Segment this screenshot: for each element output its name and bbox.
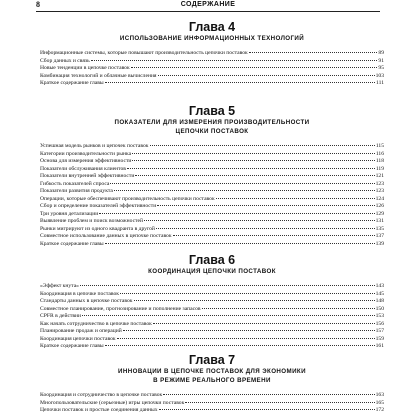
dot-leader xyxy=(249,52,378,53)
toc-entry xyxy=(40,50,384,58)
toc-entry-title: Цепочки поставок и простые соединения данных xyxy=(40,407,158,413)
toc-entry-page: 163 xyxy=(375,392,384,398)
chapter-6 xyxy=(40,253,384,351)
toc-entry xyxy=(40,218,384,226)
toc-entry-page: 148 xyxy=(375,298,384,304)
toc-entry-page: 131 xyxy=(375,218,384,224)
toc-entry-title: Категории производительности рынка xyxy=(40,150,132,157)
toc-entry-page: 135 xyxy=(375,225,384,232)
toc-entry xyxy=(40,188,384,196)
toc-entry xyxy=(40,241,384,249)
toc-entry-page: 91 xyxy=(378,57,384,64)
toc-entry-page: 159 xyxy=(375,335,384,342)
toc-entry xyxy=(40,313,384,321)
toc-entry-page: 121 xyxy=(375,173,384,179)
chapter-title xyxy=(40,367,384,385)
toc-entries xyxy=(40,50,384,88)
dot-leader xyxy=(117,338,375,339)
toc-entry-title: Основа для измерения эффективности xyxy=(40,158,132,164)
dot-leader xyxy=(91,60,378,61)
toc-entry-title: Краткое содержание главы xyxy=(40,80,104,86)
toc-entry-title: Координация и сотрудничество в цепочке поставок xyxy=(40,392,163,398)
dot-leader xyxy=(158,75,375,76)
toc-entry xyxy=(40,298,384,306)
dot-leader xyxy=(82,315,375,316)
toc-entry-title: Планирование продаж и операций xyxy=(40,328,122,334)
dot-leader xyxy=(216,198,375,199)
dot-leader xyxy=(159,409,375,410)
chapter-title-line: КООРДИНАЦИЯ ЦЕПОЧКИ ПОСТАВОК xyxy=(148,268,276,275)
toc-entry xyxy=(40,211,384,219)
toc-entry-title: Показатели внутренней эффективности xyxy=(40,173,135,179)
toc-entries xyxy=(40,283,384,351)
dot-leader xyxy=(99,213,374,214)
toc-entry-page: 150 xyxy=(375,305,384,312)
page-number: 8 xyxy=(36,0,40,9)
toc-entry-title: Успешная модель рынков и цепочек поставок xyxy=(40,143,149,149)
toc-entry-title: CPFR в действии xyxy=(40,313,81,319)
toc-entry-page: 124 xyxy=(375,195,384,202)
toc-entry-page: 111 xyxy=(376,80,384,86)
chapter-number: Глава 7 xyxy=(188,353,236,367)
dot-leader xyxy=(173,235,375,236)
dot-leader xyxy=(135,175,374,176)
dot-leader xyxy=(150,145,375,146)
toc-entry-page: 137 xyxy=(375,233,384,239)
toc-entry-title: Краткое содержание главы xyxy=(40,240,104,247)
toc-entry xyxy=(40,73,384,81)
dot-leader xyxy=(144,220,375,221)
toc-entry xyxy=(40,291,384,299)
running-header-title: СОДЕРЖАНИЕ xyxy=(180,1,236,8)
dot-leader xyxy=(131,67,378,68)
dot-leader xyxy=(114,190,375,191)
toc-entry-page: 123 xyxy=(375,180,384,187)
toc-entry-title: Сбор данных и связь xyxy=(40,57,90,64)
toc-entry-title: Показатели обслуживания клиентов xyxy=(40,165,126,172)
toc-entry-title: Стандарты данных в цепочке поставок xyxy=(40,298,133,304)
toc-entry-page: 145 xyxy=(375,290,384,297)
toc-entries xyxy=(40,392,384,415)
toc-entry-page: 116 xyxy=(375,150,384,157)
toc-entry-title: Комбинация технологий и облачные вычисления xyxy=(40,72,157,79)
chapter-5 xyxy=(40,104,384,248)
dot-leader xyxy=(110,183,374,184)
toc-entry xyxy=(40,58,384,66)
toc-entry xyxy=(40,321,384,329)
dot-leader xyxy=(127,168,375,169)
toc-entry-page: 103 xyxy=(375,72,384,79)
toc-entry-page: 172 xyxy=(375,407,384,413)
toc-entry-page: 139 xyxy=(375,240,384,247)
toc-entry-title: Совместное планирование, прогнозирование и пополнение запасов xyxy=(40,305,201,312)
toc-entry-page: 129 xyxy=(375,210,384,217)
toc-entry-page: 89 xyxy=(378,50,384,56)
toc-entry-title: Координация в цепочке поставок xyxy=(40,290,120,297)
chapter-4 xyxy=(40,20,384,88)
dot-leader xyxy=(185,402,374,403)
toc-entry xyxy=(40,80,384,88)
dot-leader xyxy=(80,285,375,286)
chapter-title-line: ЦЕПОЧКИ ПОСТАВОК xyxy=(175,128,249,135)
toc-entry xyxy=(40,306,384,314)
toc-entry xyxy=(40,166,384,174)
toc-entries xyxy=(40,143,384,248)
chapter-7 xyxy=(40,353,384,415)
toc-entry-page: 119 xyxy=(375,165,384,172)
toc-entry-title: Операции, которые обеспечивают производительность цепочки поставок xyxy=(40,195,215,202)
toc-entry-page: 126 xyxy=(375,203,384,209)
toc-entry xyxy=(40,143,384,151)
toc-entry-title: Как начать сотрудничество в цепочке поставок xyxy=(40,320,152,327)
toc-entry-page: 156 xyxy=(375,320,384,327)
toc-entry xyxy=(40,407,384,415)
dot-leader xyxy=(156,228,375,229)
dot-leader xyxy=(153,323,375,324)
toc-entry-page: 123 xyxy=(375,188,384,194)
toc-entry-title: Новые тенденции в цепочке поставок xyxy=(40,65,130,71)
toc-entry-title: Совместное использование данных в цепочке поставок xyxy=(40,233,172,239)
toc-entry-title: Сбор и определение показателей эффективности xyxy=(40,203,157,209)
toc-entry xyxy=(40,65,384,73)
toc-entry-page: 95 xyxy=(378,65,384,71)
toc-entry xyxy=(40,392,384,400)
chapter-number: Глава 4 xyxy=(188,20,236,34)
dot-leader xyxy=(123,330,375,331)
toc-entry-title: Координация цепочки поставок xyxy=(40,335,116,342)
toc-entry-page: 118 xyxy=(375,158,384,164)
toc-entry xyxy=(40,151,384,159)
toc-entry xyxy=(40,283,384,291)
toc-entry-title: Информационные системы, которые повышают производительность цепочки поставок xyxy=(40,50,248,56)
toc-entry-title: Показатели развития продукта xyxy=(40,188,113,194)
toc-entry-title: Краткое содержание главы xyxy=(40,343,104,349)
chapter-number: Глава 6 xyxy=(188,253,236,267)
toc-entry xyxy=(40,400,384,408)
toc-entry-page: 165 xyxy=(375,399,384,406)
chapter-title xyxy=(40,118,384,136)
chapter-title-line: ИСПОЛЬЗОВАНИЕ ИНФОРМАЦИОННЫХ ТЕХНОЛОГИЙ xyxy=(119,35,305,42)
chapter-title-line: ПОКАЗАТЕЛИ ДЛЯ ИЗМЕРЕНИЯ ПРОИЗВОДИТЕЛЬНОСТИ xyxy=(114,119,310,126)
dot-leader xyxy=(157,205,374,206)
toc-entry xyxy=(40,343,384,351)
toc-entry-page: 161 xyxy=(375,343,384,349)
toc-entry xyxy=(40,336,384,344)
toc-entry xyxy=(40,173,384,181)
toc-entry-title: Многопользовательские (серьезные) игры цепочки поставок xyxy=(40,399,185,406)
toc-entry xyxy=(40,226,384,234)
dot-leader xyxy=(134,300,375,301)
toc-entry xyxy=(40,196,384,204)
toc-entry-page: 143 xyxy=(375,283,384,289)
dot-leader xyxy=(132,160,374,161)
toc-entry xyxy=(40,203,384,211)
dot-leader xyxy=(105,345,375,346)
toc-entry xyxy=(40,328,384,336)
chapter-title-line: ИННОВАЦИИ В ЦЕПОЧКЕ ПОСТАВОК ДЛЯ ЭКОНОМИКИ xyxy=(118,368,306,375)
dot-leader xyxy=(163,394,374,395)
chapter-title xyxy=(40,267,384,276)
toc-entry-title: Выявление проблем и поиск возможностей xyxy=(40,218,143,224)
toc-entry xyxy=(40,233,384,241)
dot-leader xyxy=(105,82,375,83)
dot-leader xyxy=(132,153,375,154)
toc-entry-title: Три уровня детализации xyxy=(40,210,99,217)
chapter-title xyxy=(40,34,384,43)
dot-leader xyxy=(202,308,375,309)
toc-entry-page: 115 xyxy=(375,143,384,149)
toc-entry-page: 157 xyxy=(375,328,384,334)
chapter-number: Глава 5 xyxy=(188,104,236,118)
toc-entry xyxy=(40,181,384,189)
dot-leader xyxy=(105,243,375,244)
toc-entry-title: Рынки мигрируют из одного квадранта в другой xyxy=(40,225,155,232)
toc-entry xyxy=(40,158,384,166)
dot-leader xyxy=(120,293,375,294)
toc-entry-page: 153 xyxy=(375,313,384,319)
toc-entry-title: Гибкость показателей спроса xyxy=(40,180,110,187)
running-header xyxy=(36,0,380,12)
chapter-title-line: В РЕЖИМЕ РЕАЛЬНОГО ВРЕМЕНИ xyxy=(153,377,271,384)
toc-entry-title: «Эффект кнута» xyxy=(40,283,79,289)
